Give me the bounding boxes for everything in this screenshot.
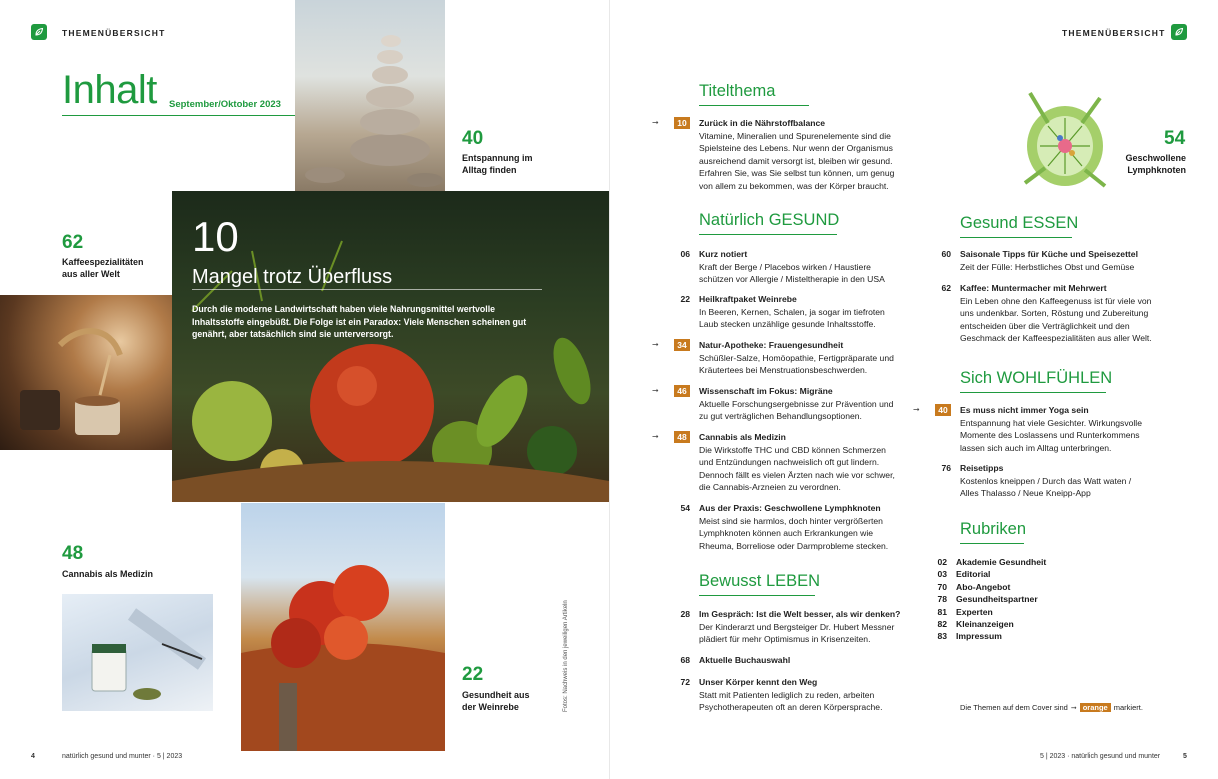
section-label-left: THEMENÜBERSICHT (62, 28, 166, 38)
rubriken-item-page: 83 (937, 631, 947, 642)
cannabis-photo (62, 594, 213, 711)
rubriken-item[interactable] (923, 568, 1046, 580)
toc-entry-text: Vitamine, Mineralien und Spurenelemente sind die (699, 130, 891, 141)
toc-entry-text: Der Kinderarzt und Bergsteiger Dr. Hubert Messner (699, 621, 895, 632)
rubriken-item[interactable] (923, 581, 1046, 593)
toc-entry-text: Laub stecken unzählige gesunde Inhaltsstoffe. (699, 319, 876, 330)
rubriken-item-label: Impressum (956, 631, 1002, 642)
toc-entry-text: ausreichend damit versorgt ist, bleiben wir gesund. (699, 155, 893, 166)
cover-note (960, 703, 1143, 712)
toc-entry-text: Meist sind sie harmlos, doch hinter vergrößerten (699, 515, 883, 526)
toc-entry-text: Spielsteine des Lebens. Nur wenn der Organismus (699, 143, 893, 154)
toc-entry-text: entscheiden über die Verträglichkeit und den (960, 320, 1130, 331)
rubriken-item-label: Akademie Gesundheit (956, 557, 1047, 567)
cover-note-badge: orange (1080, 703, 1111, 712)
teaser-22-line2: der Weinrebe (462, 702, 519, 712)
teaser-48-page: 48 (62, 543, 84, 564)
rubriken-item-page: 70 (937, 581, 947, 592)
toc-entry-text: Rheuma, Borreliose oder Darmprobleme stecken. (699, 540, 889, 551)
footer-right-text: 5 | 2023 · natürlich gesund und munter (1040, 753, 1161, 760)
teaser-40-page: 40 (462, 128, 484, 149)
arrow-icon: ➞ (652, 340, 658, 349)
rubriken-item[interactable] (923, 606, 1046, 618)
issue-date: September/Oktober 2023 (169, 99, 281, 110)
teaser-62-line1: Kaffeespezialitäten (62, 257, 144, 267)
cover-note-before: Die Themen auf dem Cover sind (960, 703, 1068, 712)
toc-entry-page: 06 (680, 249, 690, 259)
feature-page-number: 10 (192, 213, 239, 260)
arrow-icon: ➞ (1070, 704, 1077, 712)
toc-entry-page: 76 (941, 463, 951, 473)
toc-entry-title: Im Gespräch: Ist die Welt besser, als wir denken? (699, 609, 901, 619)
arrow-icon: ➞ (652, 432, 658, 441)
rubriken-item[interactable] (923, 556, 1046, 568)
toc-entry-text: und Entzündungen nachweislich oft gut lindern. (699, 457, 880, 468)
toc-entry-page: 28 (680, 609, 690, 619)
arrow-icon: ➞ (652, 386, 658, 395)
rubriken-item-page: 02 (937, 557, 947, 567)
toc-entry-page-badge: 40 (935, 404, 951, 416)
teaser-54-page: 54 (1164, 128, 1186, 149)
toc-entry-page-badge: 34 (674, 339, 690, 351)
toc-entry-text: Lymphknoten können auch Erkrankungen wie (699, 528, 874, 539)
toc-entry-title: Cannabis als Medizin (699, 432, 786, 442)
toc-entry-page-badge: 48 (674, 431, 690, 443)
section-title-leben: Bewusst LEBEN (699, 572, 815, 596)
rubriken-item[interactable] (923, 593, 1046, 605)
toc-entry-title: Aus der Praxis: Geschwollene Lymphknoten (699, 503, 881, 513)
toc-entry-text: zu gut verträglichen Behandlungsoptionen. (699, 411, 862, 422)
toc-entry-page: 54 (680, 503, 690, 513)
toc-entry-page: 72 (680, 677, 690, 687)
cover-note-after: markiert. (1113, 703, 1143, 712)
teaser-48-line1: Cannabis als Medizin (62, 569, 154, 579)
leaf-icon (1171, 24, 1187, 40)
feature-headline: Mangel trotz Überfluss (192, 266, 393, 288)
toc-entry-text: Die Wirkstoffe THC und CBD können Schmerzen (699, 444, 886, 455)
toc-entry-title: Natur-Apotheke: Frauengesundheit (699, 340, 844, 350)
toc-entry-text: Statt mit Patienten lediglich zu reden, arbeiten (699, 689, 875, 700)
toc-entry-title: Reisetipps (960, 463, 1004, 473)
toc-entry-text: von allem zu bekommen, was der Körper braucht. (699, 180, 889, 191)
toc-entry-text: Aktuelle Forschungsergebnisse zur Prävention und (699, 398, 894, 409)
toc-entry-title: Wissenschaft im Fokus: Migräne (699, 386, 833, 396)
toc-entry-text: Zeit der Fülle: Herbstliches Obst und Gemüse (960, 261, 1135, 272)
toc-entry-text: Alles Thalasso / Neue Kneipp-App (960, 488, 1091, 499)
toc-entry-text: Kraft der Berge / Placebos wirken / Haustiere (699, 261, 871, 272)
section-title-titelthema: Titelthema (699, 82, 809, 106)
rubriken-item-page: 03 (937, 569, 947, 580)
section-title-wohl: Sich WOHLFÜHLEN (960, 369, 1106, 393)
footer-left-text: natürlich gesund und munter · 5 | 2023 (62, 753, 183, 760)
toc-entry-page: 68 (680, 655, 690, 665)
stones-photo (295, 0, 445, 191)
toc-entry-title: Aktuelle Buchauswahl (699, 655, 791, 665)
teaser-22-line1: Gesundheit aus (462, 690, 530, 700)
toc-entry-text: Kräutertees bei Menstruationsbeschwerden. (699, 365, 868, 376)
rubriken-item-page: 81 (937, 606, 947, 617)
vine-photo (241, 503, 445, 751)
page-title: Inhalt (62, 68, 157, 112)
toc-entry-text: schützen vor Allergie / Misteltherapie in den USA (699, 274, 885, 285)
toc-entry-text: Ein Leben ohne den Kaffeegenuss ist für viele von (960, 295, 1152, 306)
toc-entry-title: Saisonale Tipps für Küche und Speisezettel (960, 249, 1138, 259)
toc-entry-title: Kaffee: Muntermacher mit Mehrwert (960, 283, 1107, 293)
arrow-icon: ➞ (913, 405, 919, 414)
teaser-62-line2: aus aller Welt (62, 269, 120, 279)
toc-entry-text: Schüßler-Salze, Homöopathie, Fertigpräparate und (699, 352, 894, 363)
toc-entry-title: Heilkraftpaket Weinrebe (699, 294, 797, 304)
photo-credit: Fotos: Nachweis in den jeweiligen Artikeln (563, 600, 569, 712)
rubriken-item[interactable] (923, 630, 1046, 642)
toc-entry-text: Dennoch fällt es vielen Ärzten nach wie vor schwer, (699, 469, 895, 480)
rubriken-item-page: 78 (937, 594, 947, 605)
coffee-photo (0, 295, 172, 450)
toc-entry-page: 62 (941, 283, 951, 293)
spine (609, 0, 610, 779)
toc-entry-text: die Cannabis-Arzneien zu verordnen. (699, 482, 841, 493)
toc-entry-text: uns undenkbar. Sorten, Röstung und Zubereitung (960, 308, 1149, 319)
teaser-54-line2: Lymphknoten (1127, 165, 1186, 175)
footer-left-page: 4 (31, 753, 35, 760)
toc-entry-text: In Beeren, Kernen, Schalen, ja sogar im tiefroten (699, 306, 885, 317)
footer-right-page: 5 (1183, 753, 1187, 760)
leaf-icon (31, 24, 47, 40)
teaser-54-line1: Geschwollene (1125, 153, 1186, 163)
section-title-essen: Gesund ESSEN (960, 214, 1072, 238)
toc-entry-page: 22 (680, 294, 690, 304)
rubriken-item-label: Kleinanzeigen (956, 619, 1014, 630)
teaser-40-line2: Alltag finden (462, 165, 517, 175)
toc-entry-text: Psychotherapeuten oft an deren Körpersprache. (699, 702, 883, 713)
toc-entry-page: 60 (941, 249, 951, 259)
rubriken-item[interactable] (923, 618, 1046, 630)
feature-text: Durch die moderne Landwirtschaft haben viele Nahrungsmittel wertvolle Inhaltsstoffe eingebüßt. Die Folge ist ein Paradox: Viele Menschen scheinen gut genährt, aber tatsächlich sind sie unterversorgt. (192, 304, 527, 340)
feature-rule (192, 289, 542, 290)
toc-entry-text: Geschmack der Kaffeespezialitäten aus aller Welt. (960, 333, 1152, 344)
lymph-node-illustration (1020, 88, 1110, 193)
toc-entry-page-badge: 10 (674, 117, 690, 129)
rubriken-item-label: Editorial (956, 569, 991, 580)
toc-entry-title: Unser Körper kennt den Weg (699, 677, 818, 687)
toc-entry-title: Es muss nicht immer Yoga sein (960, 405, 1089, 415)
rubriken-list (923, 556, 1046, 643)
toc-entry-text: Momente des Loslassens und Runterkommens (960, 430, 1140, 441)
teaser-40-line1: Entspannung im (462, 153, 533, 163)
rubriken-item-label: Experten (956, 606, 993, 617)
section-title-rubriken: Rubriken (960, 520, 1024, 544)
toc-entry-page-badge: 46 (674, 385, 690, 397)
teaser-22-page: 22 (462, 664, 484, 685)
toc-entry-title: Zurück in die Nährstoffbalance (699, 118, 826, 128)
rubriken-item-label: Gesundheitspartner (956, 594, 1038, 605)
section-title-gesund: Natürlich GESUND (699, 211, 837, 235)
rubriken-item-page: 82 (937, 619, 947, 630)
teaser-62-page: 62 (62, 232, 84, 253)
title-rule (62, 115, 295, 116)
toc-entry-text: plädiert für mehr Optimismus in Krisenzeiten. (699, 634, 871, 645)
section-label-right: THEMENÜBERSICHT (1062, 28, 1166, 38)
toc-entry-text: Kostenlos kneippen / Durch das Watt waten / (960, 475, 1132, 486)
toc-entry-text: Entspannung hat viele Gesichter. Wirkungsvolle (960, 417, 1142, 428)
toc-entry-title: Kurz notiert (699, 249, 748, 259)
arrow-icon: ➞ (652, 118, 658, 127)
toc-entry-text: Erfahren Sie, was Sie selbst tun können, um genug (699, 168, 895, 179)
rubriken-item-label: Abo-Angebot (956, 581, 1011, 592)
toc-entry-text: lassen sich auch im Alltag unterbringen. (960, 442, 1112, 453)
